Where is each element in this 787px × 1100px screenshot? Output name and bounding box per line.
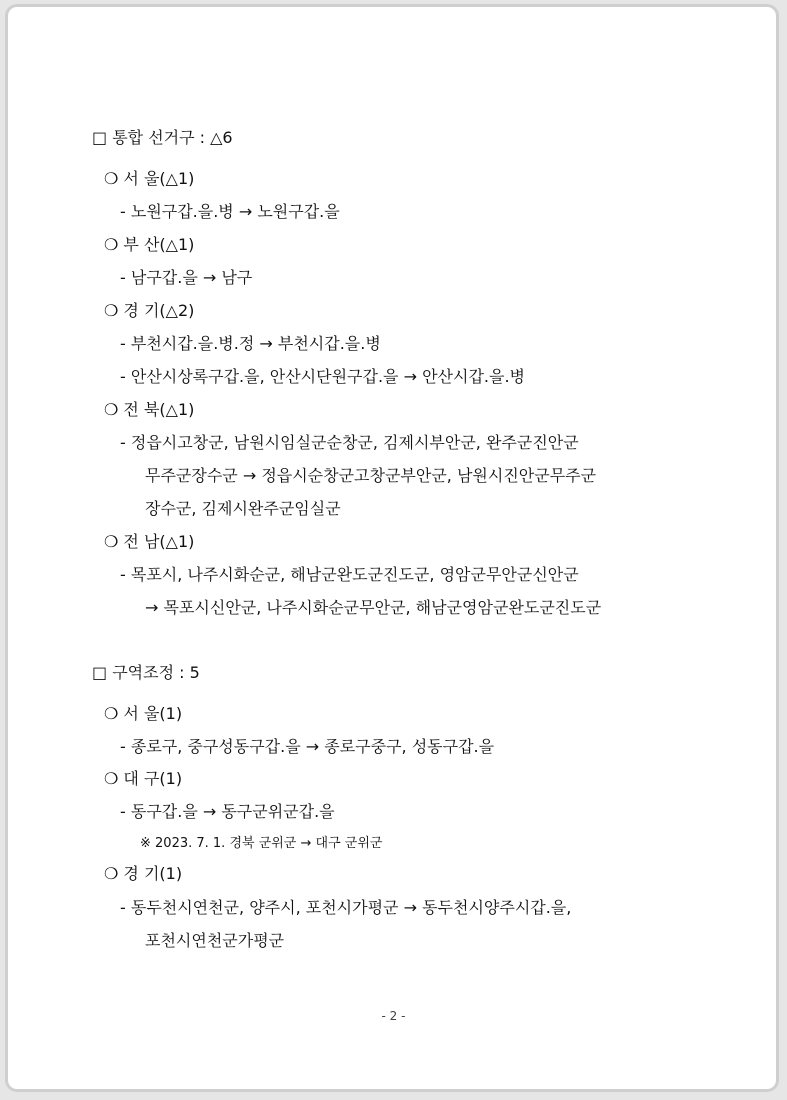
section-heading-merged-districts: □ 통합 선거구 : △6: [92, 128, 233, 147]
change-item-continuation: → 목포시신안군, 나주시화순군무안군, 해남군영암군완도군진도군: [145, 598, 602, 617]
region-seoul: ❍ 서 울(1): [104, 704, 183, 723]
change-item: - 노원구갑.을.병 → 노원구갑.을: [120, 202, 340, 221]
page-number: - 2 -: [381, 1009, 406, 1023]
region-gyeonggi: ❍ 경 기(1): [104, 864, 183, 883]
region-seoul: ❍ 서 울(△1): [104, 169, 195, 188]
region-jeonbuk: ❍ 전 북(△1): [104, 400, 195, 419]
change-item-continuation: 무주군장수군 → 정읍시순창군고창군부안군, 남원시진안군무주군: [145, 466, 597, 485]
note: ※ 2023. 7. 1. 경북 군위군 → 대구 군위군: [140, 836, 383, 851]
section-heading-boundary-adjustment: □ 구역조정 : 5: [92, 663, 200, 682]
change-item-continuation: 장수군, 김제시완주군임실군: [145, 499, 341, 518]
change-item: - 종로구, 중구성동구갑.을 → 종로구중구, 성동구갑.을: [120, 737, 495, 756]
change-item: - 동두천시연천군, 양주시, 포천시가평군 → 동두천시양주시갑.을,: [120, 898, 572, 917]
region-jeonnam: ❍ 전 남(△1): [104, 532, 195, 551]
change-item: - 목포시, 나주시화순군, 해남군완도군진도군, 영암군무안군신안군: [120, 565, 579, 584]
change-item: - 동구갑.을 → 동구군위군갑.을: [120, 802, 335, 821]
change-item: - 안산시상록구갑.을, 안산시단원구갑.을 → 안산시갑.을.병: [120, 367, 525, 386]
change-item: - 부천시갑.을.병.정 → 부천시갑.을.병: [120, 334, 381, 353]
change-item: - 남구갑.을 → 남구: [120, 268, 253, 287]
region-busan: ❍ 부 산(△1): [104, 235, 195, 254]
change-item: - 정읍시고창군, 남원시임실군순창군, 김제시부안군, 완주군진안군: [120, 433, 579, 452]
region-gyeonggi: ❍ 경 기(△2): [104, 301, 195, 320]
change-item-continuation: 포천시연천군가평군: [145, 931, 285, 950]
region-daegu: ❍ 대 구(1): [104, 769, 183, 788]
